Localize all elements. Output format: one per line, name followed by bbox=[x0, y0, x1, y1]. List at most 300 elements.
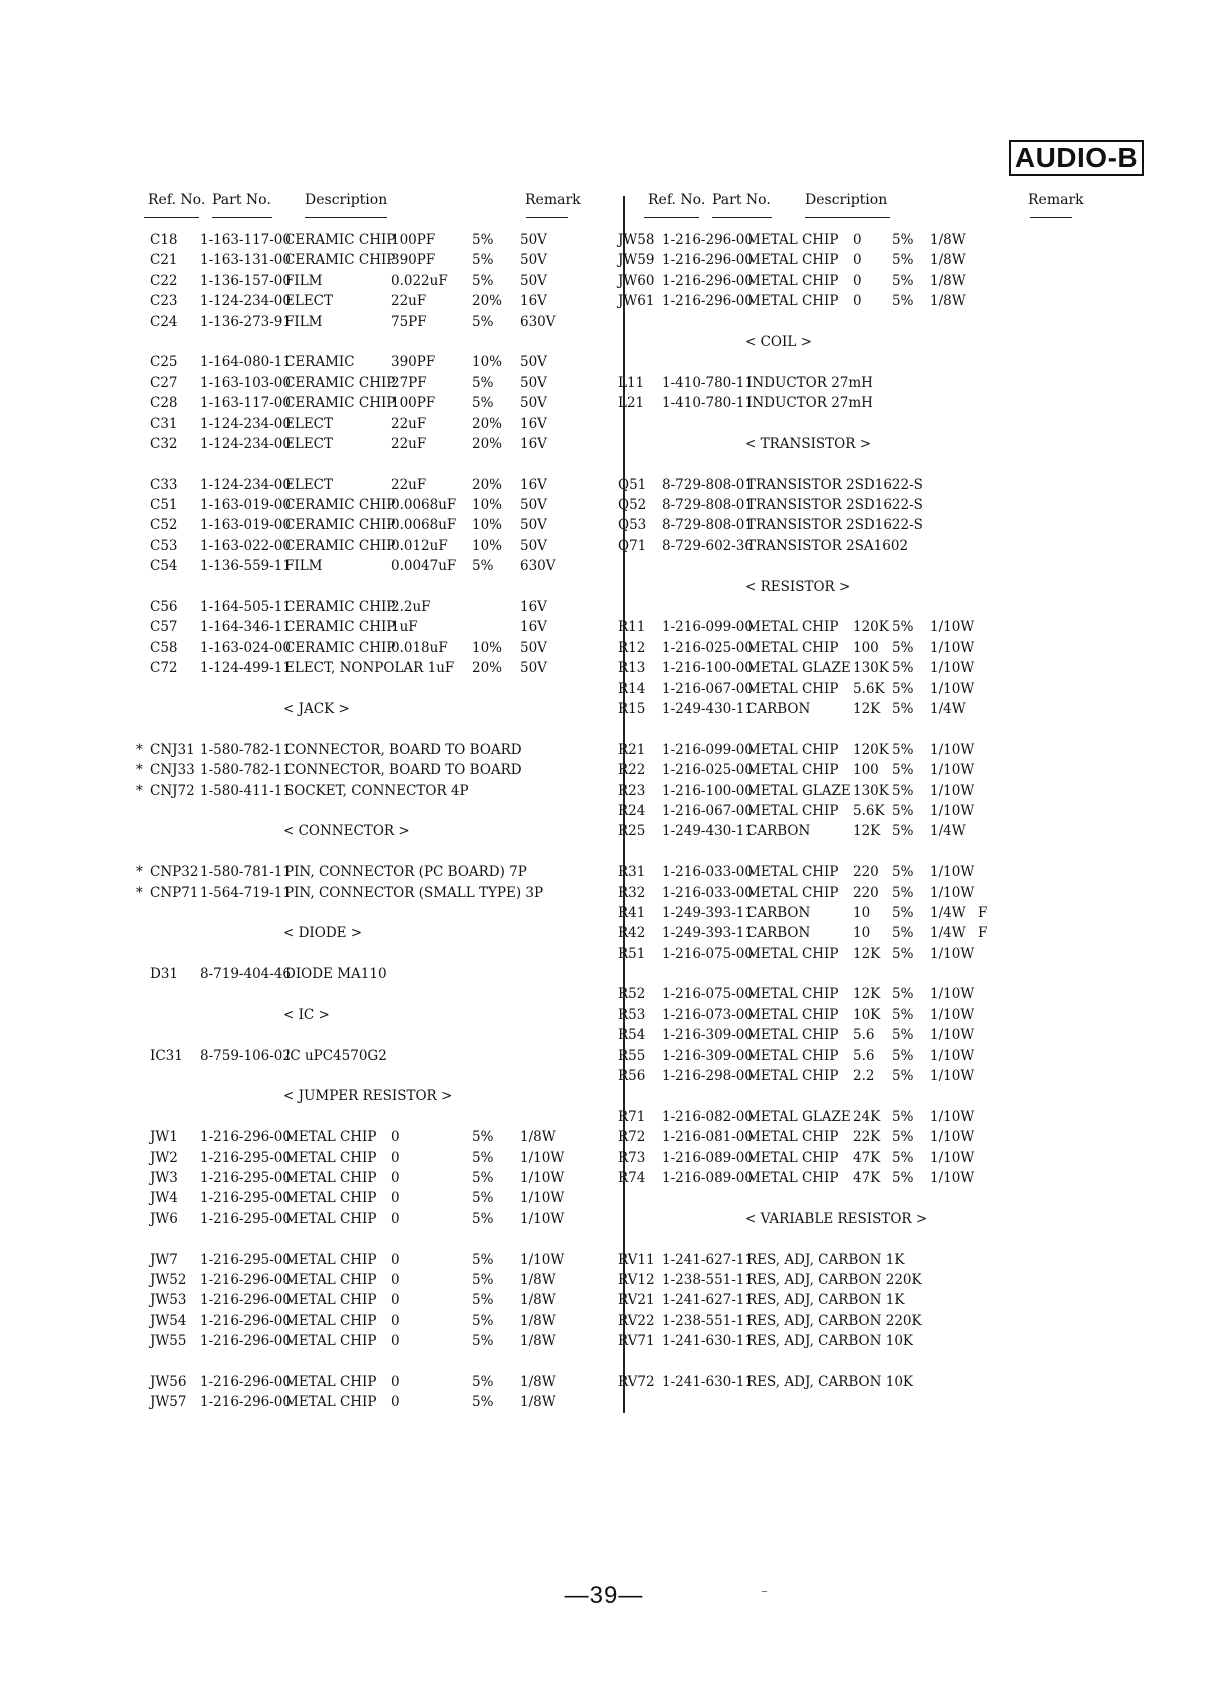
value: 22uF bbox=[391, 415, 427, 432]
ref-no: Q53 bbox=[618, 517, 647, 534]
value: 0 bbox=[853, 293, 862, 310]
part-no: 1-580-782-11 bbox=[200, 741, 291, 758]
spacer bbox=[138, 1231, 608, 1251]
tolerance: 20% bbox=[472, 435, 503, 452]
part-row bbox=[138, 1292, 608, 1312]
value: 2.2 bbox=[853, 1068, 875, 1085]
value: 390PF bbox=[391, 354, 436, 371]
part-row bbox=[138, 1374, 608, 1394]
spacer bbox=[640, 599, 1110, 619]
part-no: 1-216-075-00 bbox=[662, 986, 753, 1003]
remark-header: Remark bbox=[1028, 192, 1084, 208]
ref-no: JW2 bbox=[150, 1149, 178, 1166]
tolerance: 5% bbox=[892, 802, 914, 819]
part-no: 1-163-022-00 bbox=[200, 537, 291, 554]
part-no: 1-136-273-91 bbox=[200, 313, 291, 330]
ref-no: C51 bbox=[150, 497, 178, 514]
value: 5.6K bbox=[853, 680, 885, 697]
header-rule bbox=[805, 217, 890, 218]
spacer bbox=[640, 721, 1110, 741]
value: 22uF bbox=[391, 435, 427, 452]
description: METAL CHIP bbox=[285, 1169, 377, 1186]
ref-no: JW55 bbox=[150, 1333, 187, 1350]
ref-no: C27 bbox=[150, 374, 178, 391]
part-row bbox=[618, 925, 1110, 945]
header-rule bbox=[144, 217, 199, 218]
description-header: Description bbox=[305, 192, 388, 208]
description: CERAMIC CHIP bbox=[285, 619, 396, 636]
ref-no: D31 bbox=[150, 966, 179, 983]
spacer bbox=[138, 946, 608, 966]
description: METAL CHIP bbox=[747, 619, 839, 636]
description: METAL CHIP bbox=[285, 1333, 377, 1350]
part-no: 8-729-602-36 bbox=[662, 537, 753, 554]
part-row bbox=[618, 700, 1110, 721]
part-no: 1-216-296-00 bbox=[200, 1271, 291, 1288]
part-no: 1-249-393-11 bbox=[662, 925, 753, 942]
value: 0.018uF bbox=[391, 639, 448, 656]
part-row bbox=[618, 1149, 1110, 1170]
ref-no: R23 bbox=[618, 782, 646, 799]
part-no: 1-216-298-00 bbox=[662, 1068, 753, 1085]
description: CERAMIC CHIP bbox=[285, 497, 396, 514]
tolerance: 5% bbox=[892, 884, 914, 901]
rating: 1/8W bbox=[520, 1129, 556, 1146]
description: TRANSISTOR 2SD1622-S bbox=[747, 517, 923, 534]
part-row bbox=[138, 864, 608, 884]
rating: 1/10W bbox=[930, 802, 975, 819]
rating: 50V bbox=[520, 639, 547, 656]
tolerance: 5% bbox=[892, 1027, 914, 1044]
tolerance: 5% bbox=[892, 1047, 914, 1064]
part-no: 1-249-430-11 bbox=[662, 700, 753, 717]
description: FILM bbox=[285, 313, 323, 330]
section-heading-text: < JACK > bbox=[283, 700, 350, 717]
description: METAL GLAZE bbox=[747, 660, 851, 677]
description: METAL CHIP bbox=[285, 1210, 377, 1227]
tolerance: 5% bbox=[472, 1149, 494, 1166]
part-no: 1-164-505-11 bbox=[200, 599, 291, 616]
description: METAL CHIP bbox=[285, 1129, 377, 1146]
part-no: 1-216-295-00 bbox=[200, 1149, 291, 1166]
value: 5.6 bbox=[853, 1047, 875, 1064]
ref-no: RV72 bbox=[618, 1373, 655, 1390]
description: FILM bbox=[285, 558, 323, 575]
ref-no: C57 bbox=[150, 619, 178, 636]
rating: 1/8W bbox=[930, 252, 966, 269]
part-no: 1-164-080-11 bbox=[200, 354, 291, 371]
part-row bbox=[138, 416, 608, 436]
spacer bbox=[138, 334, 608, 354]
spacer bbox=[138, 1109, 608, 1129]
tolerance: 20% bbox=[472, 476, 503, 493]
part-row bbox=[618, 1271, 1110, 1292]
rating: 1/10W bbox=[930, 1027, 975, 1044]
part-row bbox=[618, 1027, 1110, 1047]
description: METAL CHIP bbox=[747, 762, 839, 779]
tolerance: 5% bbox=[892, 680, 914, 697]
section-label-box: AUDIO-B bbox=[1009, 140, 1144, 176]
ref-no: C28 bbox=[150, 395, 178, 412]
value: 220 bbox=[853, 884, 879, 901]
ref-no: R15 bbox=[618, 700, 646, 717]
ref-no: Q71 bbox=[618, 537, 647, 554]
part-row bbox=[618, 272, 1110, 293]
description: CERAMIC CHIP bbox=[285, 232, 396, 248]
value: 0 bbox=[391, 1292, 400, 1309]
rating: 630V bbox=[520, 558, 556, 575]
value: 0 bbox=[853, 252, 862, 269]
rating: 50V bbox=[520, 252, 547, 269]
spacer bbox=[138, 1027, 608, 1047]
description: METAL CHIP bbox=[747, 802, 839, 819]
part-no-header: Part No. bbox=[212, 192, 271, 208]
ref-no: C31 bbox=[150, 415, 178, 432]
part-no: 1-163-117-00 bbox=[200, 395, 291, 412]
description: METAL CHIP bbox=[285, 1190, 377, 1207]
tolerance: 5% bbox=[892, 1068, 914, 1085]
safety-mark: * bbox=[136, 884, 143, 901]
part-row bbox=[618, 293, 1110, 313]
rating: 1/10W bbox=[930, 1169, 975, 1186]
rating: 1/10W bbox=[930, 782, 975, 799]
part-row bbox=[618, 1129, 1110, 1149]
part-no: 1-216-025-00 bbox=[662, 762, 753, 779]
ref-no: JW59 bbox=[618, 252, 655, 269]
header-rule bbox=[1030, 217, 1072, 218]
part-row bbox=[618, 1333, 1110, 1353]
spacer bbox=[640, 1353, 1110, 1373]
part-row bbox=[618, 497, 1110, 517]
tolerance: 5% bbox=[892, 293, 914, 310]
part-row bbox=[618, 1251, 1110, 1272]
description: METAL CHIP bbox=[747, 232, 839, 248]
part-no: 1-124-234-00 bbox=[200, 476, 291, 493]
part-row bbox=[618, 762, 1110, 782]
spacer bbox=[138, 681, 608, 701]
part-no: 1-124-234-00 bbox=[200, 435, 291, 452]
value: 2.2uF bbox=[391, 599, 431, 616]
part-no: 1-238-551-11 bbox=[662, 1271, 753, 1288]
description: METAL CHIP bbox=[747, 252, 839, 269]
value: 0 bbox=[391, 1149, 400, 1166]
part-no: 1-216-296-00 bbox=[200, 1129, 291, 1146]
part-row bbox=[138, 314, 608, 334]
part-row bbox=[618, 741, 1110, 762]
part-no: 1-216-296-00 bbox=[200, 1292, 291, 1309]
description: METAL CHIP bbox=[747, 1149, 839, 1166]
value: 22uF bbox=[391, 476, 427, 493]
tolerance: 20% bbox=[472, 415, 503, 432]
tolerance: 20% bbox=[472, 293, 503, 310]
part-row bbox=[618, 252, 1110, 272]
part-no: 1-136-559-11 bbox=[200, 558, 291, 575]
rating: 50V bbox=[520, 232, 547, 248]
description: TRANSISTOR 2SD1622-S bbox=[747, 476, 923, 493]
rating: 1/8W bbox=[520, 1333, 556, 1350]
part-no: 1-216-100-00 bbox=[662, 660, 753, 677]
spacer bbox=[138, 1068, 608, 1088]
value: 1uF bbox=[391, 619, 418, 636]
ref-no: C33 bbox=[150, 476, 178, 493]
part-row bbox=[618, 1047, 1110, 1068]
ref-no: R11 bbox=[618, 619, 646, 636]
value: 5.6K bbox=[853, 802, 885, 819]
part-no: 1-216-295-00 bbox=[200, 1190, 291, 1207]
page-number: —39— bbox=[564, 1582, 644, 1609]
value: 75PF bbox=[391, 313, 427, 330]
part-row bbox=[138, 1272, 608, 1292]
ref-no: C54 bbox=[150, 558, 178, 575]
description: METAL CHIP bbox=[747, 986, 839, 1003]
rating: 1/10W bbox=[520, 1149, 565, 1166]
rating: 1/10W bbox=[930, 741, 975, 758]
ref-no: R21 bbox=[618, 741, 646, 758]
part-row bbox=[138, 232, 608, 252]
part-no: 8-729-808-01 bbox=[662, 476, 753, 493]
ref-no: JW1 bbox=[150, 1129, 178, 1146]
section-heading-text: < TRANSISTOR > bbox=[745, 435, 872, 452]
part-row bbox=[138, 1313, 608, 1333]
tolerance: 5% bbox=[892, 782, 914, 799]
part-row bbox=[138, 497, 608, 517]
value: 47K bbox=[853, 1169, 881, 1186]
description: CERAMIC CHIP bbox=[285, 395, 396, 412]
ref-no: IC31 bbox=[150, 1047, 183, 1064]
part-no: 1-216-309-00 bbox=[662, 1047, 753, 1064]
tolerance: 5% bbox=[472, 313, 494, 330]
ref-no: CNJ31 bbox=[150, 741, 195, 758]
rating: 50V bbox=[520, 660, 547, 677]
ref-no: JW3 bbox=[150, 1169, 178, 1186]
part-row bbox=[618, 232, 1110, 252]
description: ELECT bbox=[285, 435, 334, 452]
description: METAL CHIP bbox=[747, 884, 839, 901]
rating: 1/10W bbox=[930, 680, 975, 697]
part-row bbox=[138, 436, 608, 456]
description: METAL CHIP bbox=[747, 680, 839, 697]
part-no: 1-216-073-00 bbox=[662, 1006, 753, 1023]
rating: 1/10W bbox=[930, 864, 975, 881]
tolerance: 5% bbox=[892, 925, 914, 942]
ref-no: R74 bbox=[618, 1169, 646, 1186]
tolerance: 5% bbox=[472, 1190, 494, 1207]
part-no: 1-216-089-00 bbox=[662, 1169, 753, 1186]
part-row bbox=[138, 354, 608, 374]
part-row bbox=[618, 1373, 1110, 1394]
spacer bbox=[640, 844, 1110, 864]
part-row bbox=[138, 599, 608, 619]
value: 0.0068uF bbox=[391, 517, 457, 534]
rating: 1/10W bbox=[930, 1068, 975, 1085]
part-no: 8-759-106-02 bbox=[200, 1047, 291, 1064]
value: 0 bbox=[391, 1251, 400, 1268]
value: 0 bbox=[391, 1210, 400, 1227]
value: 0.0047uF bbox=[391, 558, 457, 575]
tolerance: 5% bbox=[472, 1292, 494, 1309]
part-no: 1-241-630-11 bbox=[662, 1333, 753, 1350]
ref-no: R52 bbox=[618, 986, 646, 1003]
left-parts-list bbox=[138, 232, 608, 1415]
tolerance: 5% bbox=[892, 945, 914, 962]
value: 0 bbox=[391, 1169, 400, 1186]
ref-no: JW7 bbox=[150, 1251, 178, 1268]
ref-no: R13 bbox=[618, 660, 646, 677]
part-row bbox=[138, 640, 608, 660]
part-row bbox=[618, 802, 1110, 823]
tolerance: 5% bbox=[472, 558, 494, 575]
rating: 1/8W bbox=[930, 232, 966, 248]
ref-no: R73 bbox=[618, 1149, 646, 1166]
description: METAL CHIP bbox=[747, 741, 839, 758]
part-no: 1-241-627-11 bbox=[662, 1292, 753, 1309]
part-no: 1-216-296-00 bbox=[200, 1333, 291, 1350]
part-no: 1-124-234-00 bbox=[200, 293, 291, 310]
part-row bbox=[138, 252, 608, 272]
tolerance: 10% bbox=[472, 517, 503, 534]
description: DIODE MA110 bbox=[285, 966, 387, 983]
part-row bbox=[138, 293, 608, 313]
header-rule bbox=[526, 217, 568, 218]
ref-no: RV12 bbox=[618, 1271, 655, 1288]
section-heading bbox=[640, 436, 1110, 456]
description: FILM bbox=[285, 272, 323, 289]
rating: 1/10W bbox=[930, 619, 975, 636]
ref-no: JW53 bbox=[150, 1292, 187, 1309]
tolerance: 5% bbox=[472, 1210, 494, 1227]
safety-mark: * bbox=[136, 741, 143, 758]
spacer bbox=[640, 558, 1110, 578]
ref-no: R72 bbox=[618, 1129, 646, 1146]
part-row bbox=[618, 1068, 1110, 1088]
value: 0 bbox=[391, 1373, 400, 1390]
rating: 1/8W bbox=[930, 272, 966, 289]
description: SOCKET, CONNECTOR 4P bbox=[285, 782, 469, 799]
part-no: 1-216-025-00 bbox=[662, 639, 753, 656]
ref-no: Q51 bbox=[618, 476, 647, 493]
part-no: 1-163-019-00 bbox=[200, 497, 291, 514]
rating: 16V bbox=[520, 415, 547, 432]
tolerance: 5% bbox=[892, 272, 914, 289]
header-rule bbox=[644, 217, 699, 218]
ref-no: R14 bbox=[618, 680, 646, 697]
tolerance: 10% bbox=[472, 497, 503, 514]
safety-mark: * bbox=[136, 762, 143, 779]
part-row bbox=[618, 986, 1110, 1006]
rating: 16V bbox=[520, 435, 547, 452]
value: 10K bbox=[853, 1006, 881, 1023]
part-no: 1-124-234-00 bbox=[200, 415, 291, 432]
part-no: 1-216-082-00 bbox=[662, 1108, 753, 1125]
rating: 1/10W bbox=[930, 1129, 975, 1146]
part-no: 1-241-630-11 bbox=[662, 1373, 753, 1390]
part-no: 1-564-719-11 bbox=[200, 884, 291, 901]
spacer bbox=[640, 354, 1110, 374]
spacer bbox=[640, 314, 1110, 334]
part-no: 1-241-627-11 bbox=[662, 1251, 753, 1268]
value: 100 bbox=[853, 762, 879, 779]
rating: 1/10W bbox=[520, 1169, 565, 1186]
value: 0 bbox=[391, 1312, 400, 1329]
tolerance: 5% bbox=[892, 864, 914, 881]
rating: 1/10W bbox=[930, 1006, 975, 1023]
description: INDUCTOR 27mH bbox=[747, 395, 873, 412]
description: METAL GLAZE bbox=[747, 1108, 851, 1125]
right-column bbox=[618, 192, 1110, 1394]
description: CARBON bbox=[747, 904, 811, 921]
tolerance: 10% bbox=[472, 639, 503, 656]
value: 0 bbox=[853, 272, 862, 289]
description: METAL CHIP bbox=[747, 1169, 839, 1186]
tolerance: 5% bbox=[472, 252, 494, 269]
description: CARBON bbox=[747, 925, 811, 942]
ref-no: R53 bbox=[618, 1006, 646, 1023]
value: 10 bbox=[853, 904, 871, 921]
rating: 630V bbox=[520, 313, 556, 330]
part-no: 1-249-393-11 bbox=[662, 904, 753, 921]
part-row bbox=[618, 1006, 1110, 1027]
part-no: 1-216-296-00 bbox=[662, 232, 753, 248]
part-no: 1-216-067-00 bbox=[662, 680, 753, 697]
part-row bbox=[138, 273, 608, 293]
description: CARBON bbox=[747, 700, 811, 717]
part-row bbox=[618, 1292, 1110, 1312]
value: 0.012uF bbox=[391, 537, 448, 554]
part-row bbox=[618, 639, 1110, 660]
part-no: 1-216-295-00 bbox=[200, 1210, 291, 1227]
part-row bbox=[618, 1108, 1110, 1129]
description: METAL CHIP bbox=[285, 1271, 377, 1288]
tolerance: 5% bbox=[472, 272, 494, 289]
tolerance: 5% bbox=[892, 1108, 914, 1125]
ref-no: R25 bbox=[618, 823, 646, 840]
description: CERAMIC CHIP bbox=[285, 537, 396, 554]
part-row bbox=[618, 395, 1110, 415]
description: INDUCTOR 27mH bbox=[747, 374, 873, 391]
part-row bbox=[138, 619, 608, 639]
part-row bbox=[138, 538, 608, 558]
rating: 16V bbox=[520, 476, 547, 493]
tolerance: 5% bbox=[892, 1129, 914, 1146]
rating: 1/10W bbox=[520, 1190, 565, 1207]
description: RES, ADJ, CARBON 10K bbox=[747, 1333, 913, 1350]
ref-no: L11 bbox=[618, 374, 645, 391]
ref-no: R41 bbox=[618, 904, 646, 921]
ref-no: R56 bbox=[618, 1068, 646, 1085]
part-no: 1-216-296-00 bbox=[662, 272, 753, 289]
section-heading bbox=[138, 925, 608, 945]
remark-flag: F bbox=[978, 904, 988, 921]
description: ELECT, NONPOLAR 1uF bbox=[285, 660, 455, 677]
rating: 1/10W bbox=[520, 1251, 565, 1268]
section-heading-text: < JUMPER RESISTOR > bbox=[283, 1088, 453, 1105]
part-no: 1-216-033-00 bbox=[662, 884, 753, 901]
right-parts-list bbox=[618, 232, 1110, 1394]
part-no: 1-216-296-00 bbox=[662, 252, 753, 269]
rating: 50V bbox=[520, 374, 547, 391]
part-no: 1-163-019-00 bbox=[200, 517, 291, 534]
rating: 50V bbox=[520, 354, 547, 371]
rating: 50V bbox=[520, 395, 547, 412]
section-heading bbox=[138, 1088, 608, 1108]
description: IC uPC4570G2 bbox=[285, 1047, 387, 1064]
part-no: 1-163-024-00 bbox=[200, 639, 291, 656]
description: PIN, CONNECTOR (SMALL TYPE) 3P bbox=[285, 884, 544, 901]
description: RES, ADJ, CARBON 220K bbox=[747, 1312, 922, 1329]
rating: 1/4W bbox=[930, 925, 966, 942]
part-no: 1-163-117-00 bbox=[200, 232, 291, 248]
rating: 1/10W bbox=[930, 1108, 975, 1125]
